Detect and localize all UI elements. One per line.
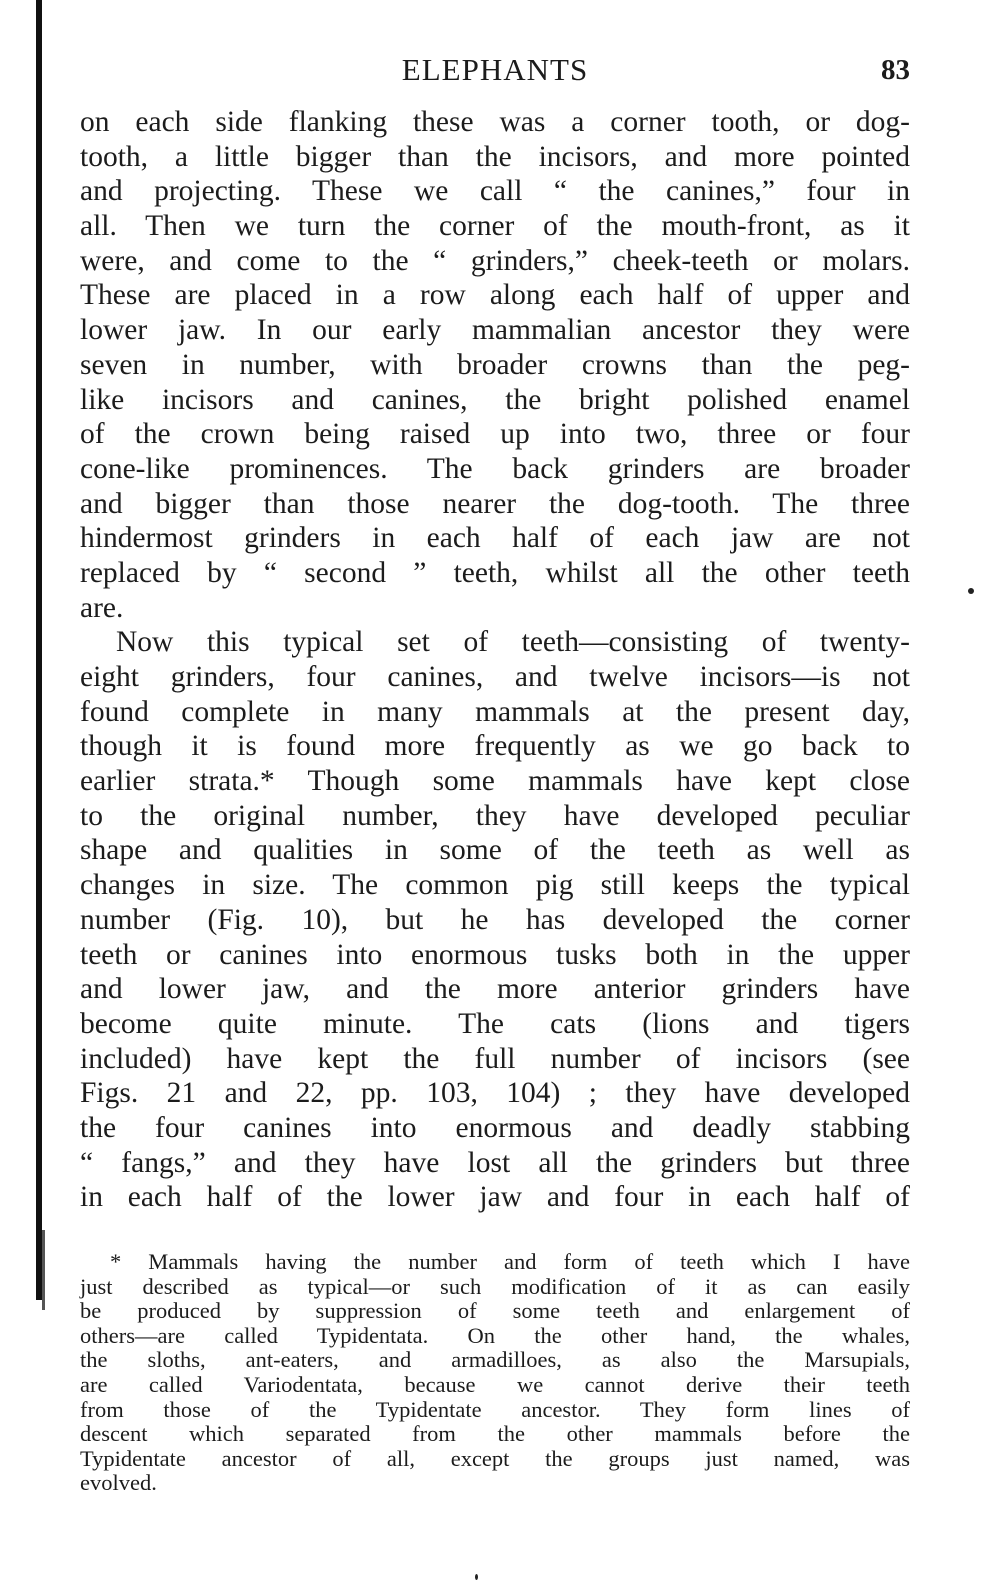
text-line: hindermost grinders in each half of each jaw are not [80, 522, 910, 555]
text-line: seven in number, with broader crowns than the peg- [80, 348, 910, 381]
text-line: of the crown being raised up into two, three or four [80, 418, 910, 451]
text-line: the four canines into enormous and deadly stabbing [80, 1111, 910, 1144]
footnote-line: are called Variodentata, because we cannot derive their teeth [80, 1371, 910, 1397]
text-line: were, and come to the “ grinders,” cheek-teeth or molars. [80, 244, 910, 277]
running-title: ELEPHANTS [401, 52, 589, 87]
text-line: and projecting. These we call “ the canines,” four in [80, 175, 910, 208]
footnote-line: Typidentate ancestor of all, except the groups just named, was [80, 1445, 910, 1471]
text-line: included) have kept the full number of incisors (see [80, 1042, 910, 1075]
print-speck [968, 588, 974, 594]
text-line: to the original number, they have developed peculiar [80, 799, 910, 832]
text-line: These are placed in a row along each half of upper and [80, 279, 910, 312]
text-line: lower jaw. In our early mammalian ancestor they were [80, 314, 910, 347]
text-line: found complete in many mammals at the present day, [80, 695, 910, 728]
text-line: and bigger than those nearer the dog-tooth. The three [80, 487, 910, 520]
text-line: tooth, a little bigger than the incisors, and more pointed [80, 140, 910, 173]
binding-edge [36, 0, 42, 1300]
text-line: all. Then we turn the corner of the mouth-front, as it [80, 210, 910, 243]
text-line: become quite minute. The cats (lions and tigers [80, 1007, 910, 1040]
footnote-line: others—are called Typidentata. On the other hand, the whales, [80, 1322, 910, 1348]
text-line: Figs. 21 and 22, pp. 103, 104) ; they have developed [80, 1077, 910, 1110]
footnote-line: evolved. [80, 1470, 157, 1496]
footnote-line: from those of the Typidentate ancestor. They form lines of [80, 1396, 910, 1422]
footnote-line: the sloths, ant-eaters, and armadilloes, as also the Marsupials, [80, 1347, 910, 1373]
page-number: 83 [881, 54, 910, 86]
text-line: though it is found more frequently as we go back to [80, 730, 910, 763]
text-line: on each side flanking these was a corner tooth, or dog- [80, 106, 910, 138]
text-line: Now this typical set of teeth—consisting of twenty- [116, 626, 910, 659]
binding-edge-lower [42, 1230, 45, 1310]
text-line: earlier strata.* Though some mammals have kept close [80, 765, 910, 798]
body-text [80, 105, 910, 1215]
print-speck [475, 1574, 478, 1580]
text-line: shape and qualities in some of the teeth as well as [80, 834, 910, 867]
text-line: and lower jaw, and the more anterior grinders have [80, 973, 910, 1006]
text-line: replaced by “ second ” teeth, whilst all the other teeth [80, 556, 910, 589]
text-line: eight grinders, four canines, and twelve incisors—is not [80, 661, 910, 693]
text-line: “ fangs,” and they have lost all the grinders but three [80, 1146, 910, 1179]
text-line: in each half of the lower jaw and four in each half of [80, 1181, 910, 1214]
text-line: teeth or canines into enormous tusks both in the upper [80, 938, 910, 971]
text-line: are. [80, 591, 124, 624]
footnote-line: descent which separated from the other mammals before the [80, 1421, 910, 1447]
footnote [80, 1250, 910, 1496]
footnote-line: be produced by suppression of some teeth and enlargement of [80, 1298, 910, 1324]
footnote-line: just described as typical—or such modification of it as can easily [80, 1273, 910, 1299]
text-line: number (Fig. 10), but he has developed the corner [80, 903, 910, 936]
page-header [80, 52, 910, 96]
text-line: changes in size. The common pig still keeps the typical [80, 869, 910, 902]
text-line: cone-like prominences. The back grinders are broader [80, 452, 910, 485]
footnote-line: * Mammals having the number and form of teeth which I have [110, 1249, 910, 1274]
text-line: like incisors and canines, the bright polished enamel [80, 383, 910, 416]
